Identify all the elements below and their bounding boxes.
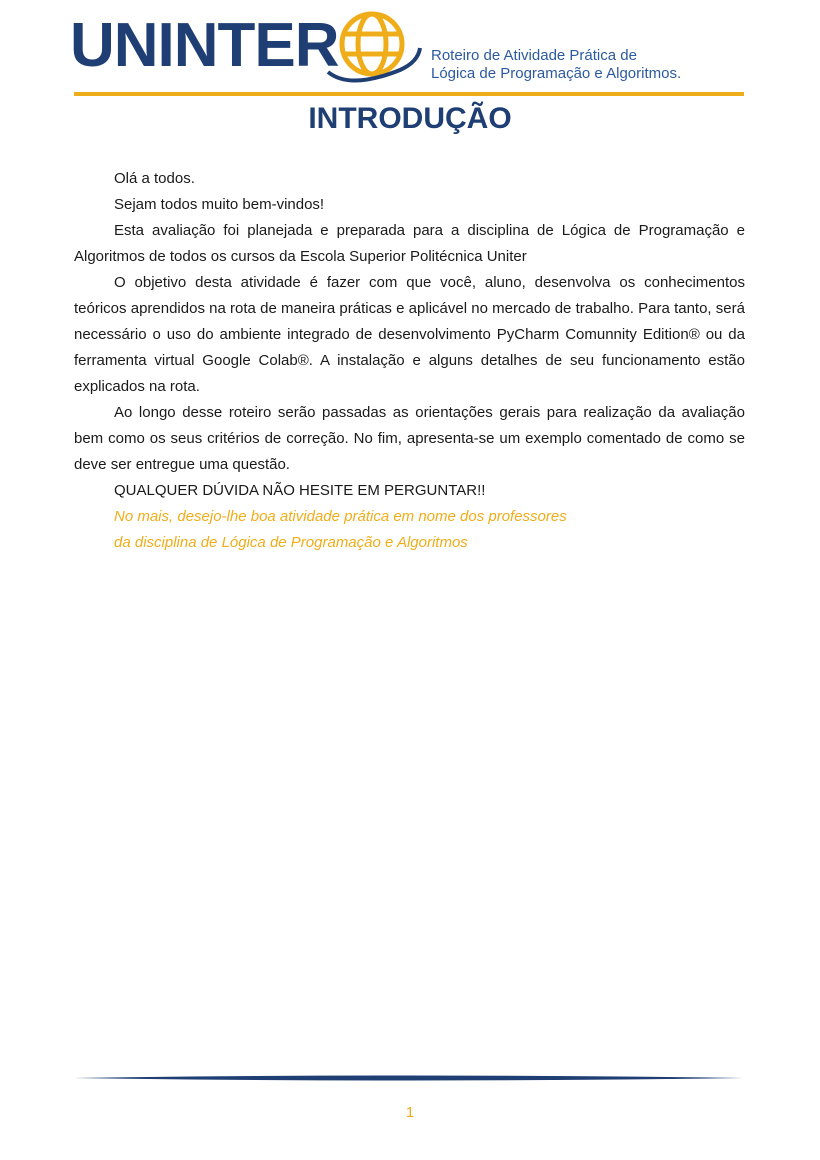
uninter-logo-text: UNINTER — [70, 11, 339, 80]
paragraph-greeting: Olá a todos. — [114, 170, 195, 187]
closing-line-2: da disciplina de Lógica de Programação e Algoritmos — [114, 534, 468, 551]
paragraph-welcome: Sejam todos muito bem-vindos! — [114, 196, 325, 213]
header-subtitle-line1: Roteiro de Atividade Prática de — [431, 47, 637, 64]
globe-logo-icon — [320, 10, 425, 85]
header-subtitle-line2: Lógica de Programação e Algoritmos. — [431, 65, 682, 82]
paragraph-evaluation: Esta avaliação foi planejada e preparada para a disciplina de Lógica de Programação e Algoritmos de todos os cursos da Escola Superior Politécnica Uniter — [74, 222, 745, 265]
paragraph-objective: O objetivo desta atividade é fazer com que você, aluno, desenvolva os conhecimentos teóricos aprendidos na rota de maneira práticas e aplicável no mercado de trabalho. Para tanto, será necessário o uso do ambiente integrado de desenvolvimento PyCharm Comunnity Edition® ou da ferramenta virtual Google Colab®. A instalação e alguns detalhes de seu funcionamento estão explicados na rota. — [74, 274, 745, 395]
page-number: 1 — [405, 1104, 415, 1121]
body-text — [74, 166, 745, 556]
closing-line-1: No mais, desejo-lhe boa atividade prática em nome dos professores — [114, 508, 567, 525]
footer-divider — [74, 1072, 744, 1084]
paragraph-guidelines: Ao longo desse roteiro serão passadas as orientações gerais para realização da avaliação bem como os seus critérios de correção. No fim, apresenta-se um exemplo comentado de como se deve ser entregue uma questão. — [74, 404, 745, 473]
header-subtitle — [431, 47, 681, 83]
page-title: INTRODUÇÃO — [308, 102, 512, 135]
header-divider — [74, 92, 744, 96]
paragraph-questions: QUALQUER DÚVIDA NÃO HESITE EM PERGUNTAR!! — [114, 482, 486, 499]
